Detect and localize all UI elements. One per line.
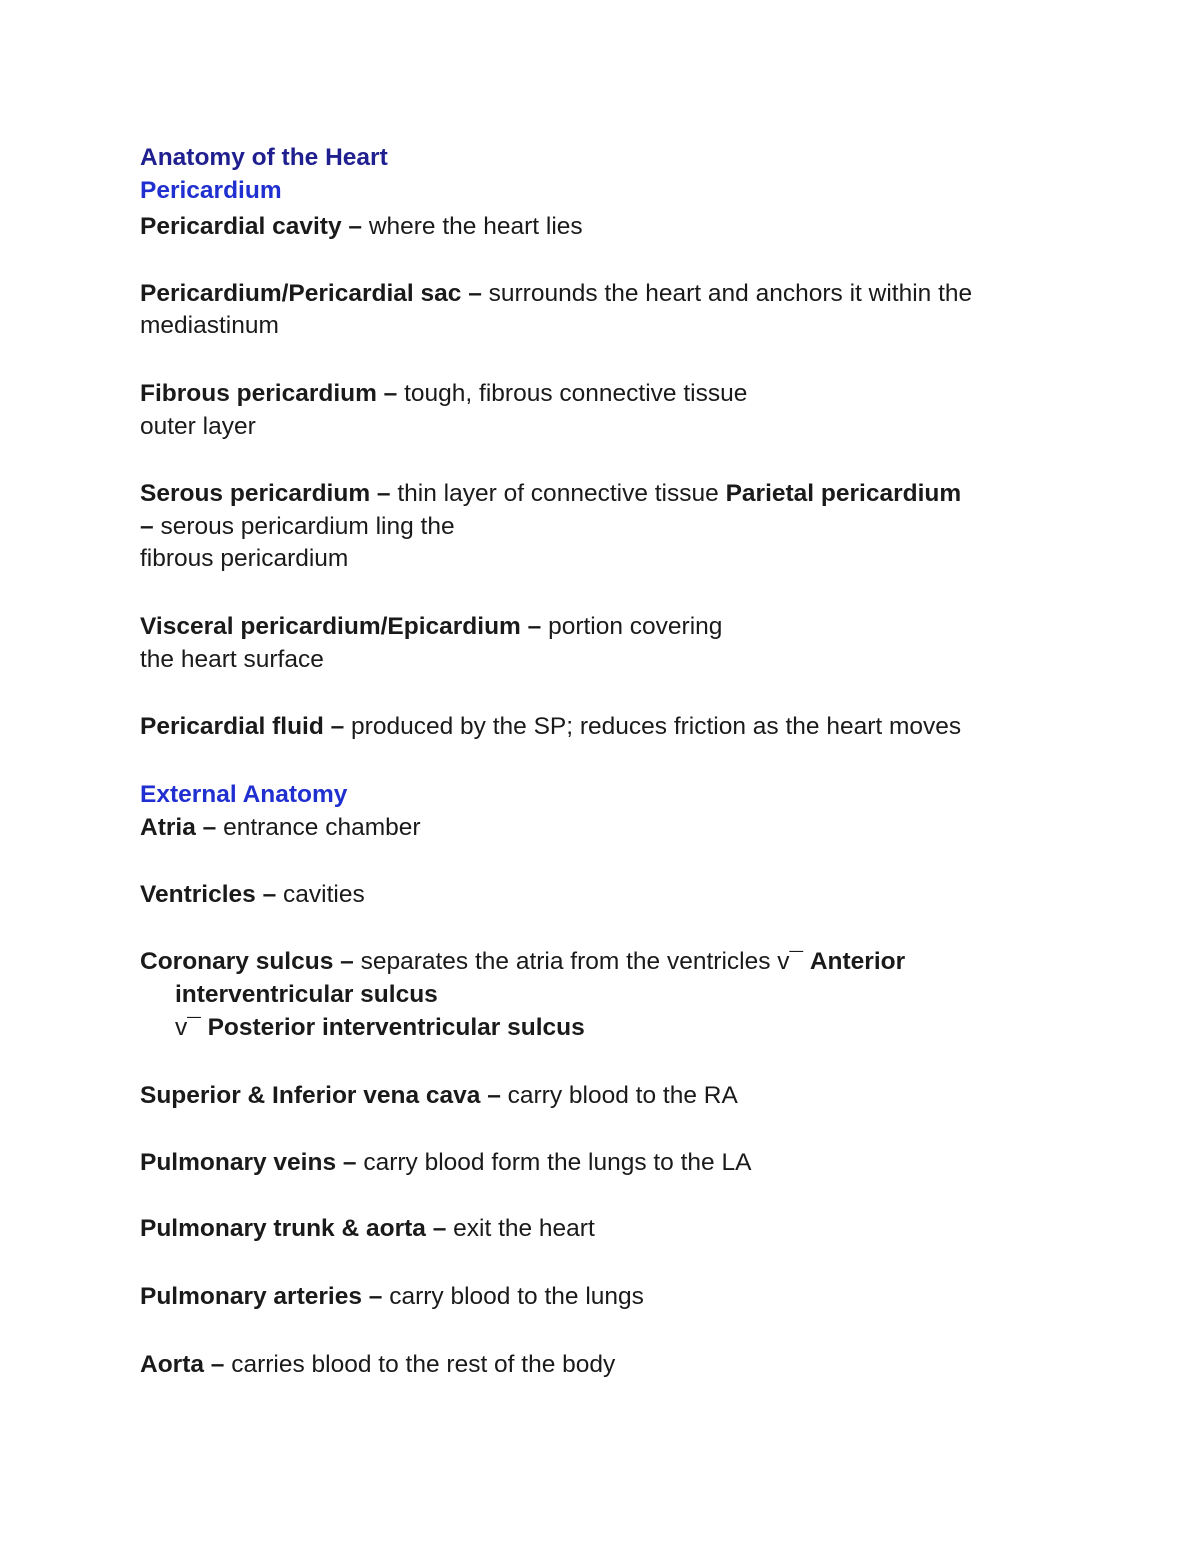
definition: carries blood to the rest of the body [224,1351,616,1378]
section-heading-external-anatomy: External Anatomy [140,781,348,808]
term: Ventricles – [140,881,277,908]
definition: produced by the SP; reduces friction as the heart moves [344,713,962,740]
entry-serous-pericardium [140,477,961,510]
entry-pericardial-sac [140,277,972,310]
definition: entrance chamber [216,814,421,841]
entry-pericardial-fluid [140,710,961,743]
entry-anterior-sulcus-cont [175,978,438,1011]
definition: thin layer of connective tissue [390,480,726,507]
term: Pericardial cavity – [140,213,363,240]
bullet-glyph: v¯ [175,1014,201,1041]
definition: serous pericardium ling the [153,513,455,540]
entry-aorta [140,1348,615,1381]
definition: cavities [276,881,365,908]
definition: carry blood form the lungs to the LA [356,1149,752,1176]
entry-coronary-sulcus [140,945,905,978]
definition: where the heart lies [362,213,583,240]
definition: exit the heart [446,1215,595,1242]
subterm-anterior-cont: interventricular sulcus [175,981,438,1008]
entry-pulmonary-veins [140,1146,751,1179]
term: Coronary sulcus – [140,948,354,975]
definition: tough, fibrous connective tissue [397,380,748,407]
entry-pericardial-sac-cont: mediastinum [140,312,279,339]
term: Pericardial fluid – [140,713,345,740]
entry-pulmonary-arteries [140,1280,644,1313]
entry-atria [140,811,421,844]
entry-pericardial-cavity [140,210,583,243]
term: Superior & Inferior vena cava – [140,1082,501,1109]
bullet-glyph: v¯ [777,948,804,975]
term: Atria – [140,814,217,841]
dash: – [140,513,154,540]
term: Serous pericardium – [140,480,391,507]
entry-pulmonary-trunk [140,1212,595,1245]
subterm-anterior: Anterior [809,948,906,975]
entry-ventricles [140,878,365,911]
definition: surrounds the heart and anchors it within the [481,280,973,307]
entry-posterior-sulcus [175,1011,585,1044]
term: Visceral pericardium/Epicardium – [140,613,542,640]
term: Pulmonary veins – [140,1149,357,1176]
definition: carry blood to the lungs [382,1283,644,1310]
entry-visceral-pericardium [140,610,722,643]
term: Pulmonary arteries – [140,1283,383,1310]
term-parietal: Parietal pericardium [725,480,962,507]
entry-parietal-pericardium [140,510,455,543]
definition: separates the atria from the ventricles [353,948,778,975]
definition: portion covering [541,613,723,640]
document-title: Anatomy of the Heart [140,144,388,171]
entry-vena-cava [140,1079,738,1112]
definition: carry blood to the RA [500,1082,738,1109]
term: Pulmonary trunk & aorta – [140,1215,447,1242]
entry-fibrous-pericardium [140,377,747,410]
term: Fibrous pericardium – [140,380,398,407]
section-heading-pericardium: Pericardium [140,177,282,204]
entry-visceral-pericardium-cont: the heart surface [140,646,324,673]
subterm-posterior: Posterior interventricular sulcus [207,1014,585,1041]
term: Aorta – [140,1351,225,1378]
entry-parietal-pericardium-cont: fibrous pericardium [140,545,349,572]
entry-fibrous-pericardium-cont: outer layer [140,413,256,440]
term: Pericardium/Pericardial sac – [140,280,482,307]
